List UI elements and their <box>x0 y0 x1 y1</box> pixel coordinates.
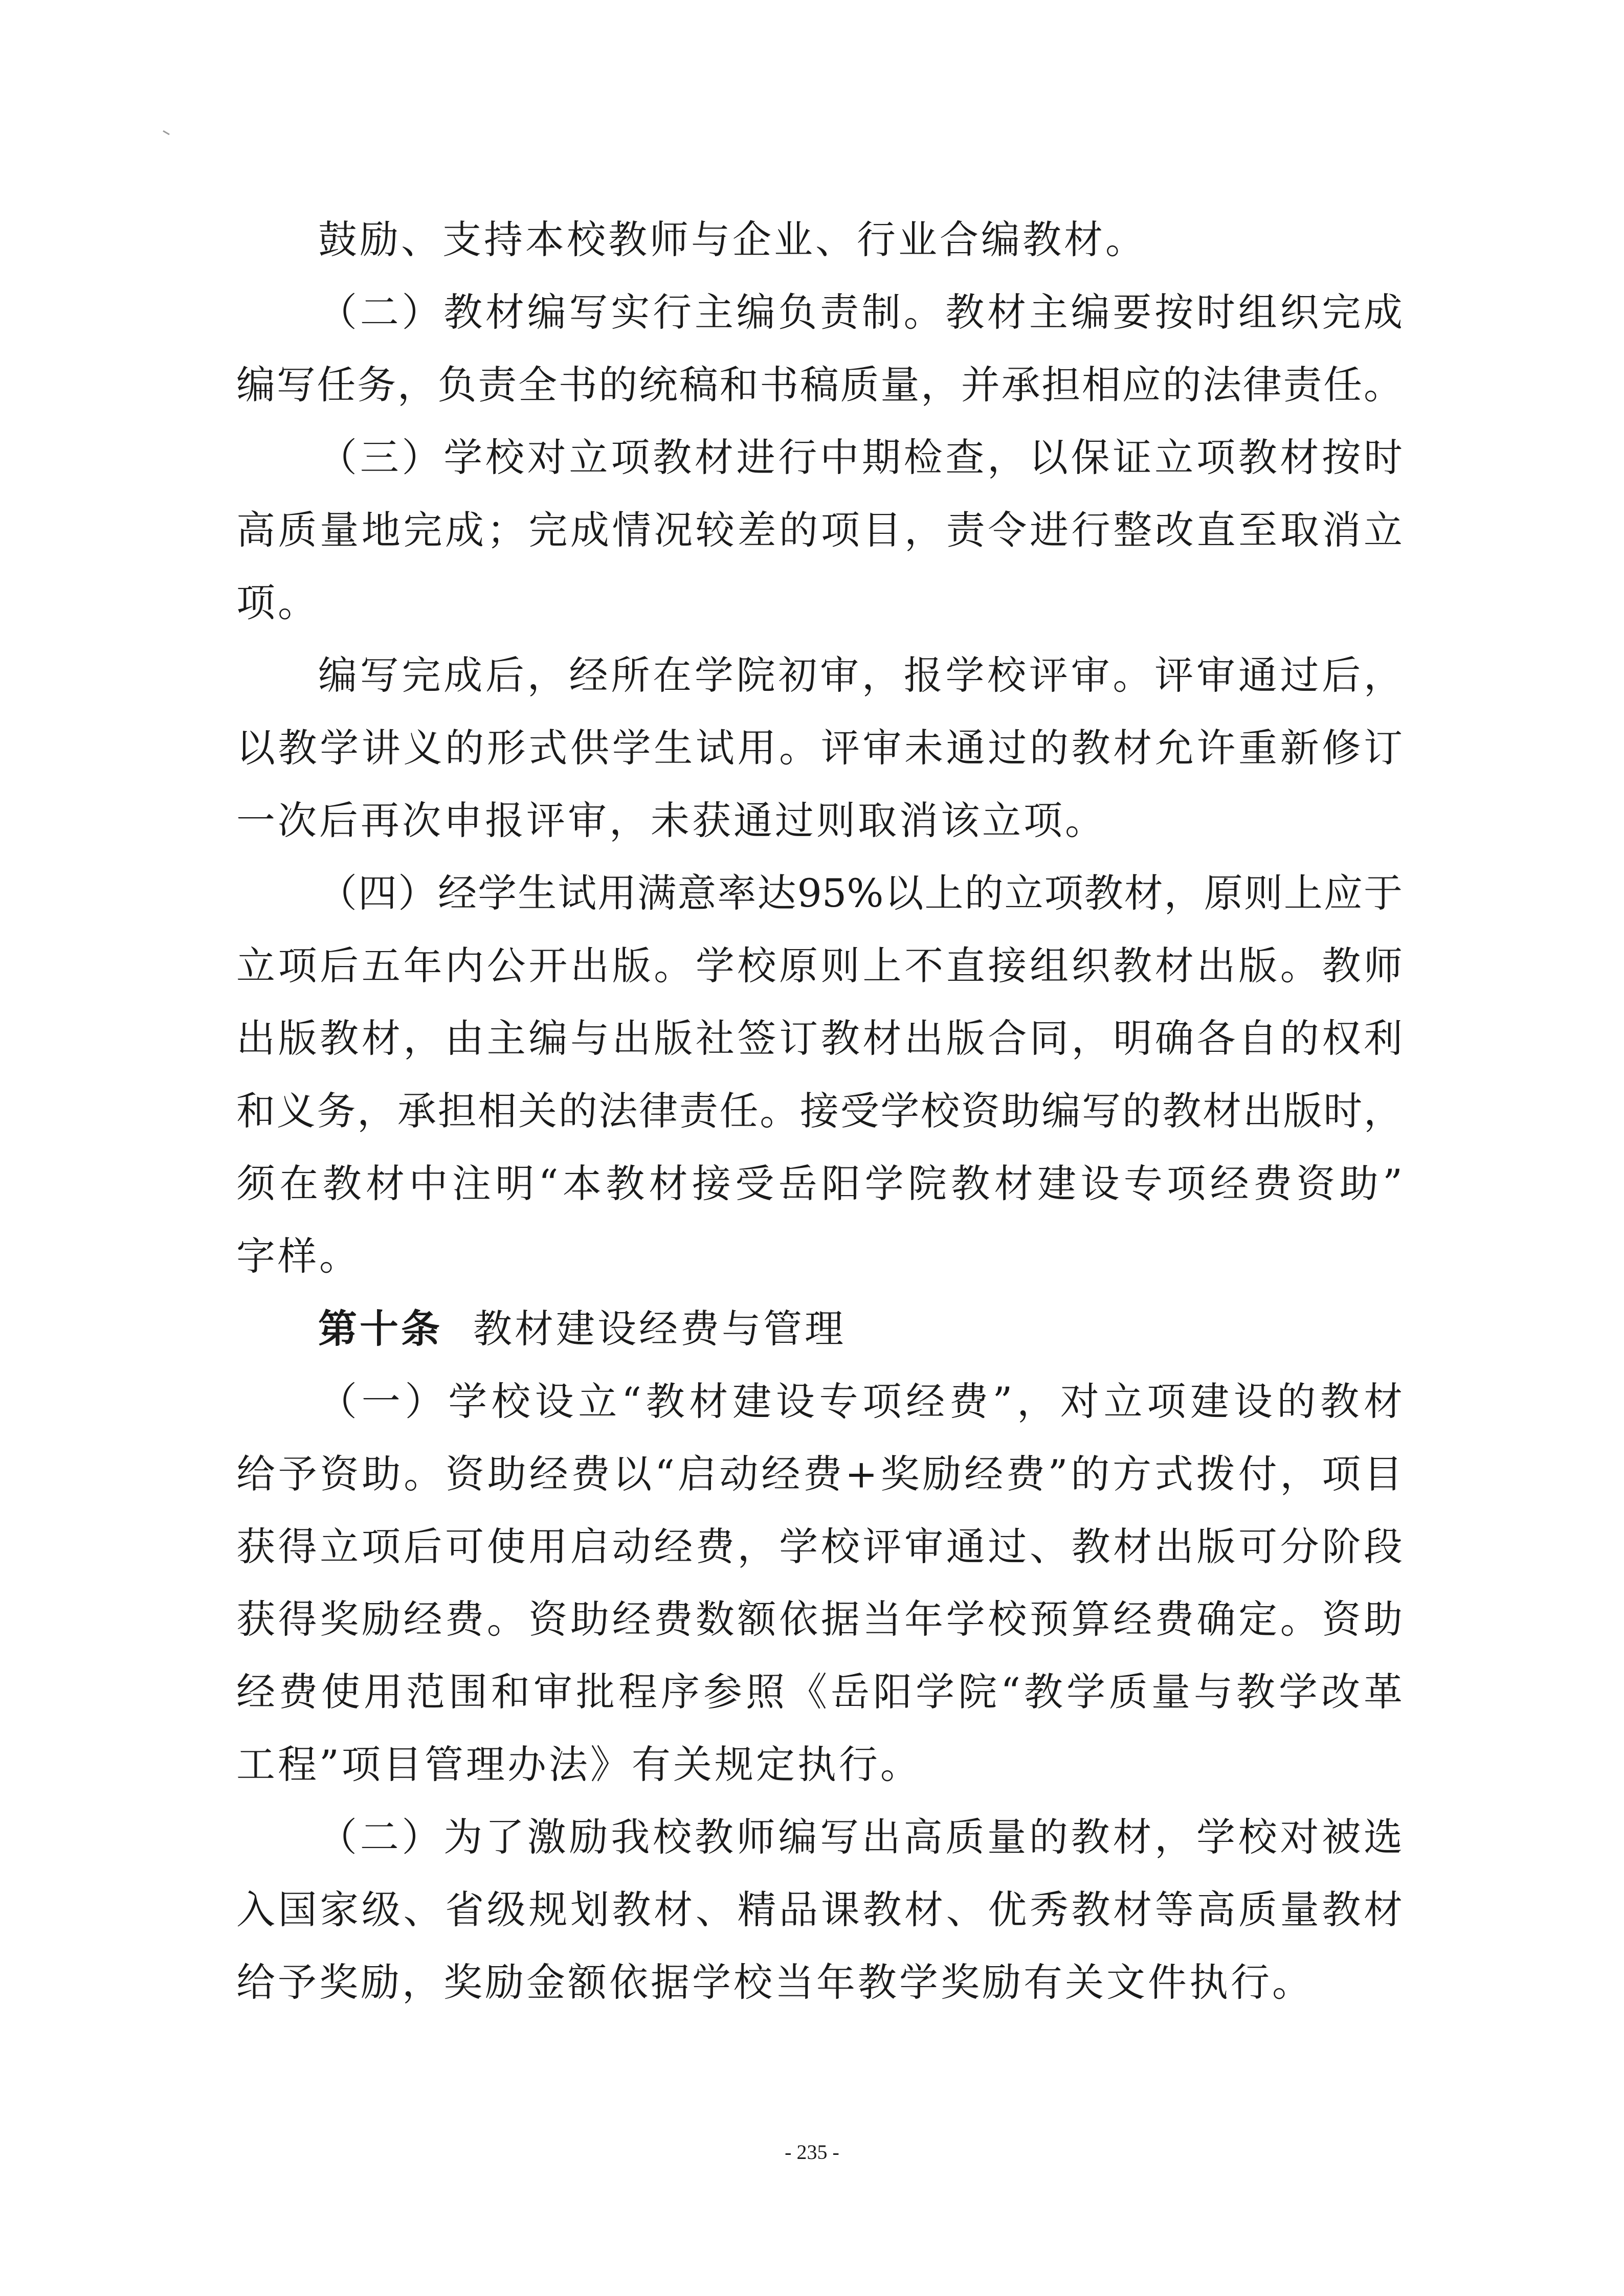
paragraph-line: （一）学校设立“教材建设专项经费”，对立项建设的教材 <box>318 1379 1403 1424</box>
paragraph-line: （三）学校对立项教材进行中期检查，以保证立项教材按时 <box>318 435 1403 480</box>
article-number: 第十条 <box>318 1306 442 1352</box>
paragraph-line: 须在教材中注明“本教材接受岳阳学院教材建设专项经费资助” <box>236 1161 1403 1206</box>
paragraph-line: （四）经学生试用满意率达95%以上的立项教材，原则上应于 <box>318 870 1403 916</box>
page-number: - 235 - <box>785 2141 839 2164</box>
paragraph-line: 给予奖励，奖励金额依据学校当年教学奖励有关文件执行。 <box>236 1960 1314 2005</box>
paragraph-line: 立项后五年内公开出版。学校原则上不直接组织教材出版。教师 <box>236 943 1403 988</box>
paragraph-line: 和义务，承担相关的法律责任。接受学校资助编写的教材出版时， <box>236 1088 1403 1134</box>
paragraph-line: 字样。 <box>236 1233 361 1279</box>
paragraph-line: 工程”项目管理办法》有关规定执行。 <box>236 1742 922 1787</box>
paragraph-line: 编写完成后，经所在学院初审，报学校评审。评审通过后， <box>318 652 1403 698</box>
paragraph-line: 经费使用范围和审批程序参照《岳阳学院“教学质量与教学改革 <box>236 1669 1403 1715</box>
paragraph-line: 鼓励、支持本校教师与企业、行业合编教材。 <box>318 217 1147 262</box>
article-title: 教材建设经费与管理 <box>473 1306 846 1352</box>
paragraph-line: （二）教材编写实行主编负责制。教材主编要按时组织完成 <box>318 289 1403 335</box>
paragraph-line: 入国家级、省级规划教材、精品课教材、优秀教材等高质量教材 <box>236 1887 1403 1932</box>
paragraph-line: （二）为了激励我校教师编写出高质量的教材，学校对被选 <box>318 1814 1403 1860</box>
paragraph-line: 获得立项后可使用启动经费，学校评审通过、教材出版可分阶段 <box>236 1524 1403 1569</box>
paragraph-line: 高质量地完成；完成情况较差的项目，责令进行整改直至取消立 <box>236 507 1403 553</box>
paragraph-line: 获得奖励经费。资助经费数额依据当年学校预算经费确定。资助 <box>236 1596 1403 1642</box>
paragraph-line: 给予资助。资助经费以“启动经费+奖励经费”的方式拨付，项目 <box>236 1451 1403 1497</box>
body-text <box>236 204 1403 2019</box>
paragraph-line: 项。 <box>236 580 319 625</box>
paragraph-line: 出版教材，由主编与出版社签订教材出版合同，明确各自的权利 <box>236 1016 1403 1061</box>
article-heading <box>236 1293 1403 1365</box>
paragraph-line: 编写任务，负责全书的统稿和书稿质量，并承担相应的法律责任。 <box>236 362 1403 408</box>
paragraph-line: 一次后再次申报评审，未获通过则取消该立项。 <box>236 798 1106 843</box>
paragraph-line: 以教学讲义的形式供学生试用。评审未通过的教材允许重新修订 <box>236 725 1403 771</box>
scan-mark <box>163 130 170 136</box>
